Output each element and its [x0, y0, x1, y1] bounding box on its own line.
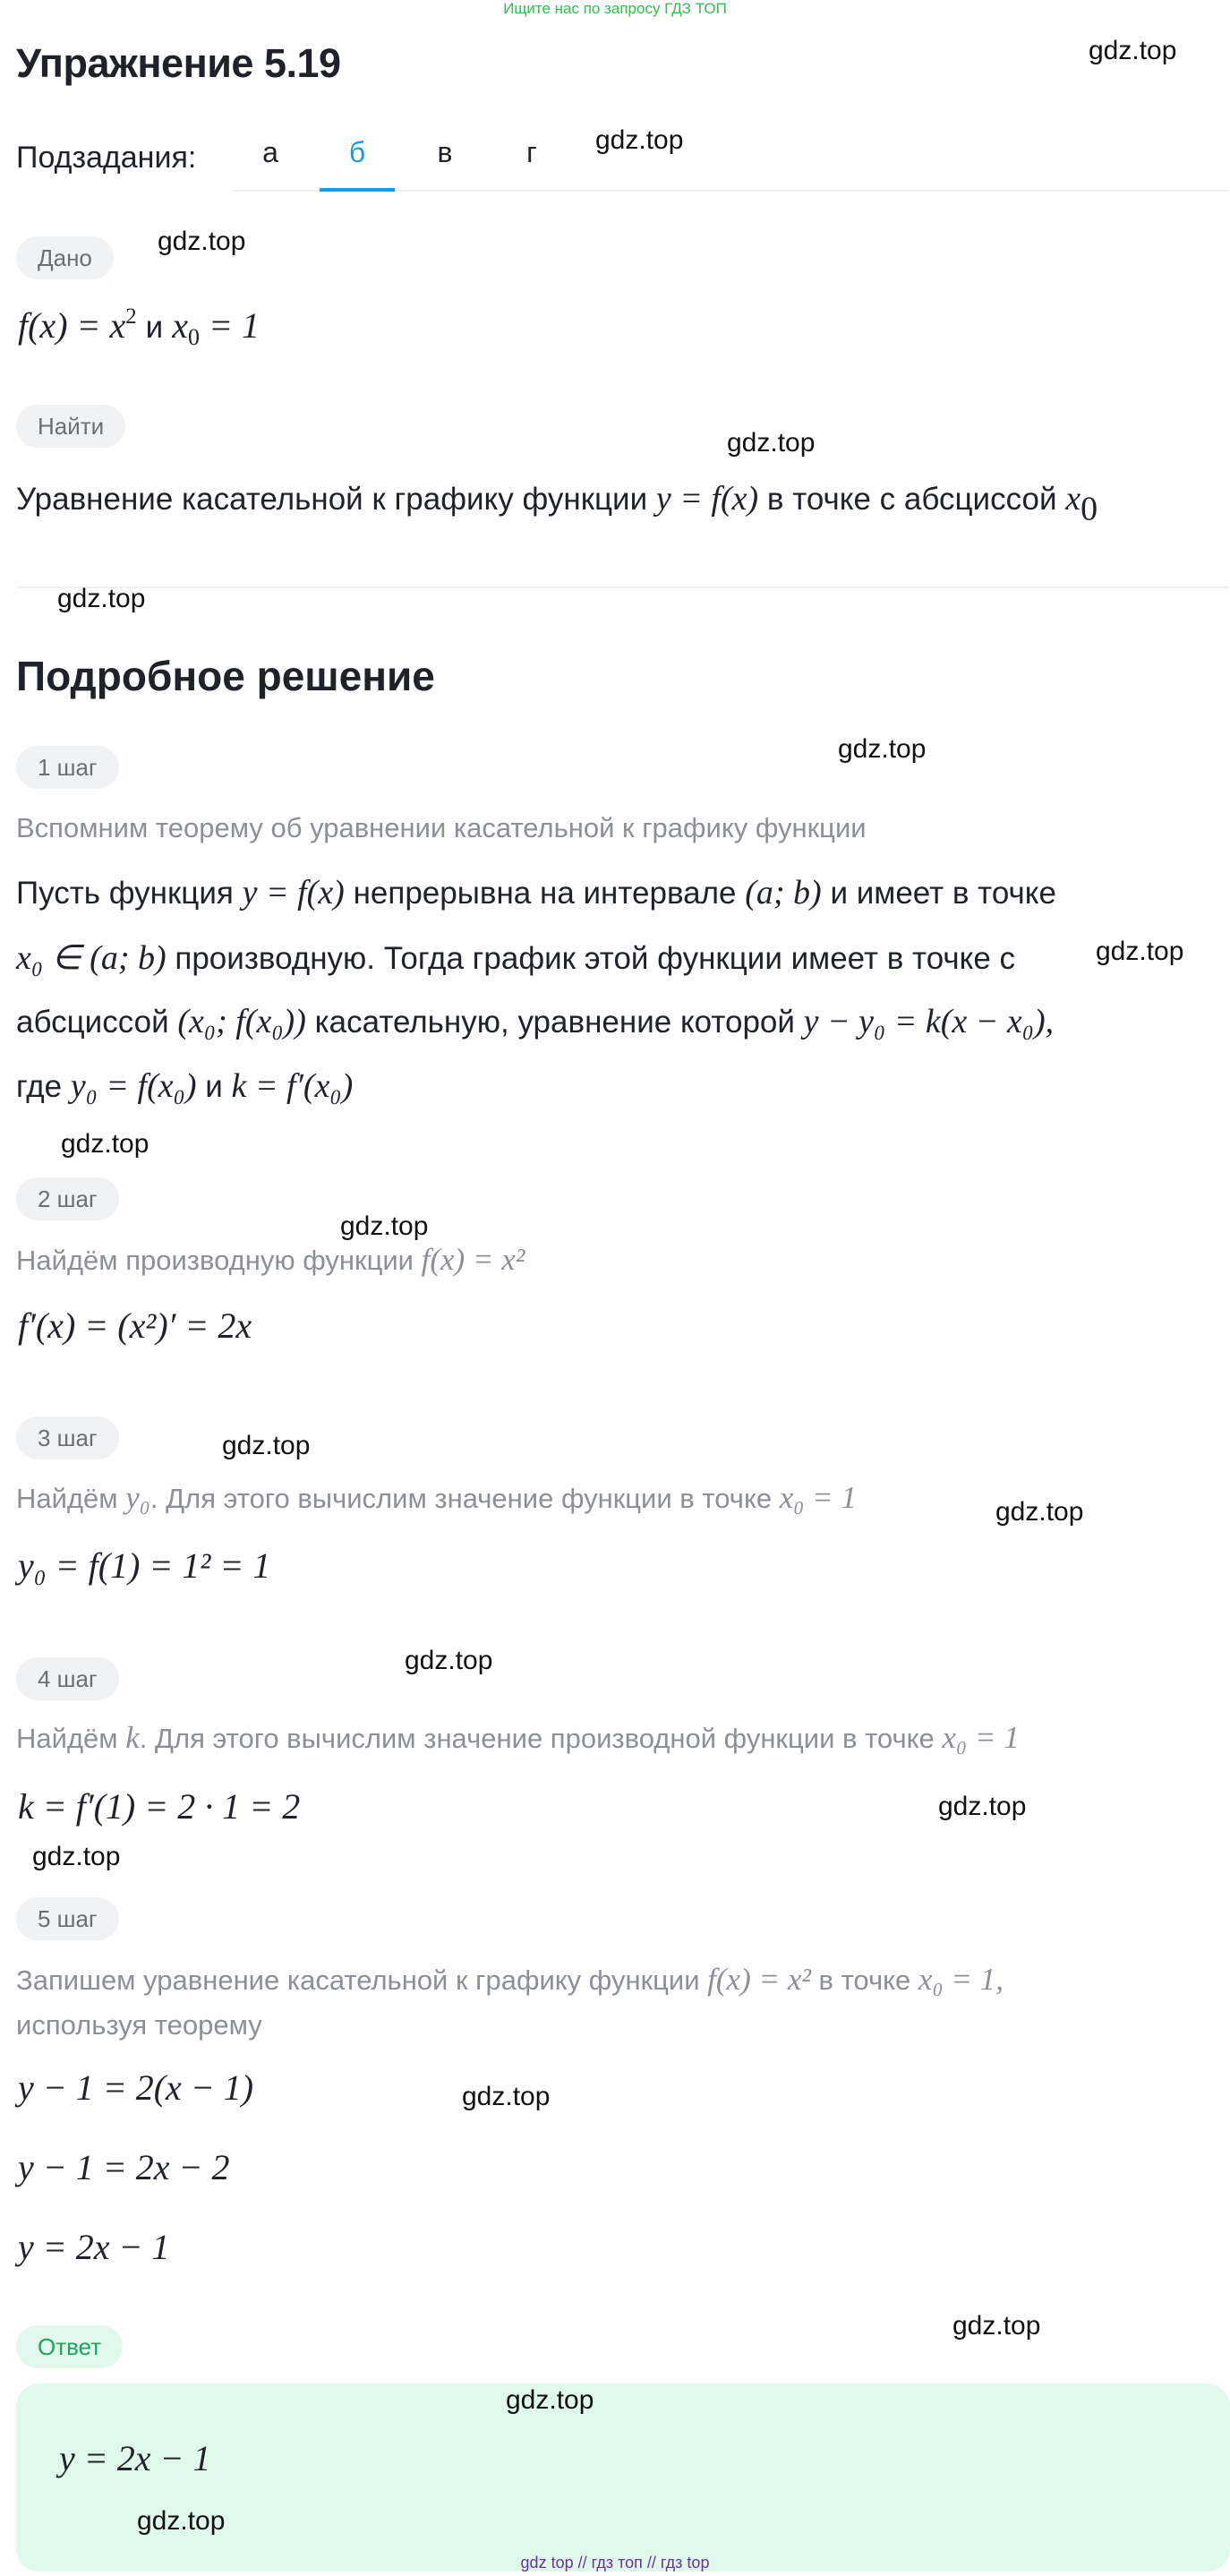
tab-v[interactable]: в [437, 136, 453, 168]
step-5-formula-2: y − 1 = 2x − 2 [18, 2147, 230, 2187]
watermark: gdz.top [137, 2506, 226, 2536]
step-3-hint: Найдём y₀. Для этого вычислим значение функции в точке x₀ = 1 [16, 1480, 858, 1515]
watermark: gdz.top [727, 428, 816, 458]
top-search-note: Ищите нас по запросу ГДЗ ТОП [503, 0, 727, 17]
watermark: gdz.top [405, 1646, 493, 1675]
watermark: gdz.top [158, 227, 246, 256]
watermark: gdz.top [838, 734, 927, 764]
step-1-line-4: где y₀ = f(x₀) и k = f′(x₀) [16, 1067, 354, 1105]
tab-a[interactable]: а [262, 136, 278, 168]
section-divider [16, 586, 1228, 588]
step-4-hint: Найдём k. Для этого вычислим значение производной функции в точке x₀ = 1 [16, 1720, 1020, 1755]
solution-title: Подробное решение [16, 653, 435, 699]
step-5-chip: 5 шаг [16, 1897, 119, 1940]
step-5-hint-line-1: Запишем уравнение касательной к графику функции f(x) = x² в точке x₀ = 1, [16, 1962, 1004, 1997]
tab-b[interactable]: б [320, 136, 395, 192]
step-5-formula-1: y − 1 = 2(x − 1) [18, 2067, 254, 2108]
watermark: gdz.top [61, 1129, 149, 1159]
watermark: gdz.top [506, 2385, 594, 2415]
step-3-chip: 3 шаг [16, 1416, 119, 1459]
step-2-formula: f′(x) = (x²)′ = 2x [18, 1305, 252, 1346]
step-3-formula: y₀ = f(1) = 1² = 1 [18, 1545, 271, 1586]
watermark: gdz.top [995, 1497, 1084, 1527]
watermark: gdz.top [1089, 36, 1177, 65]
step-4-chip: 4 шаг [16, 1657, 119, 1700]
page-title: Упражнение 5.19 [16, 40, 341, 86]
watermark: gdz.top [222, 1431, 311, 1460]
step-1-line-2: x₀ ∈ (a; b) производную. Тогда график этой функции имеет в точке с [16, 939, 1016, 977]
step-5-hint-line-2: используя теорему [16, 2009, 262, 2041]
watermark: gdz.top [462, 2082, 551, 2111]
step-5-formula-3: y = 2x − 1 [18, 2227, 170, 2267]
watermark: gdz.top [340, 1211, 429, 1241]
step-2-hint: Найдём производную функции f(x) = x² [16, 1242, 525, 1277]
step-1-line-3: абсциссой (x₀; f(x₀)) касательную, уравнение которой y − y₀ = k(x − x₀), [16, 1003, 1055, 1040]
given-chip: Дано [16, 236, 114, 279]
watermark: gdz.top [938, 1792, 1027, 1821]
given-formula: $f(x) = x^2$ и $x_0 = 1$ [18, 304, 260, 350]
watermark: gdz.top [57, 584, 146, 613]
step-1-line-1: Пусть функция y = f(x) непрерывна на интервале (a; b) и имеет в точке [16, 874, 1056, 911]
footer-links: gdz top // гдз топ // гдз top [520, 2554, 710, 2572]
watermark: gdz.top [32, 1842, 121, 1871]
answer-chip: Ответ [16, 2325, 123, 2368]
step-1-hint: Вспомним теорему об уравнении касательной к графику функции [16, 812, 867, 843]
step-1-chip: 1 шаг [16, 746, 119, 789]
tab-g[interactable]: г [526, 136, 537, 168]
find-chip: Найти [16, 405, 125, 448]
watermark: gdz.top [1096, 937, 1184, 966]
watermark: gdz.top [952, 2311, 1041, 2341]
subtasks-label: Подзадания: [16, 141, 197, 175]
step-2-chip: 2 шаг [16, 1177, 119, 1220]
answer-formula: y = 2x − 1 [59, 2438, 211, 2478]
watermark: gdz.top [595, 125, 684, 155]
step-4-formula: k = f′(1) = 2 · 1 = 2 [18, 1786, 301, 1827]
find-text: Уравнение касательной к графику функции y = f(x) в точке с абсциссой $x_0$ [16, 480, 1098, 528]
